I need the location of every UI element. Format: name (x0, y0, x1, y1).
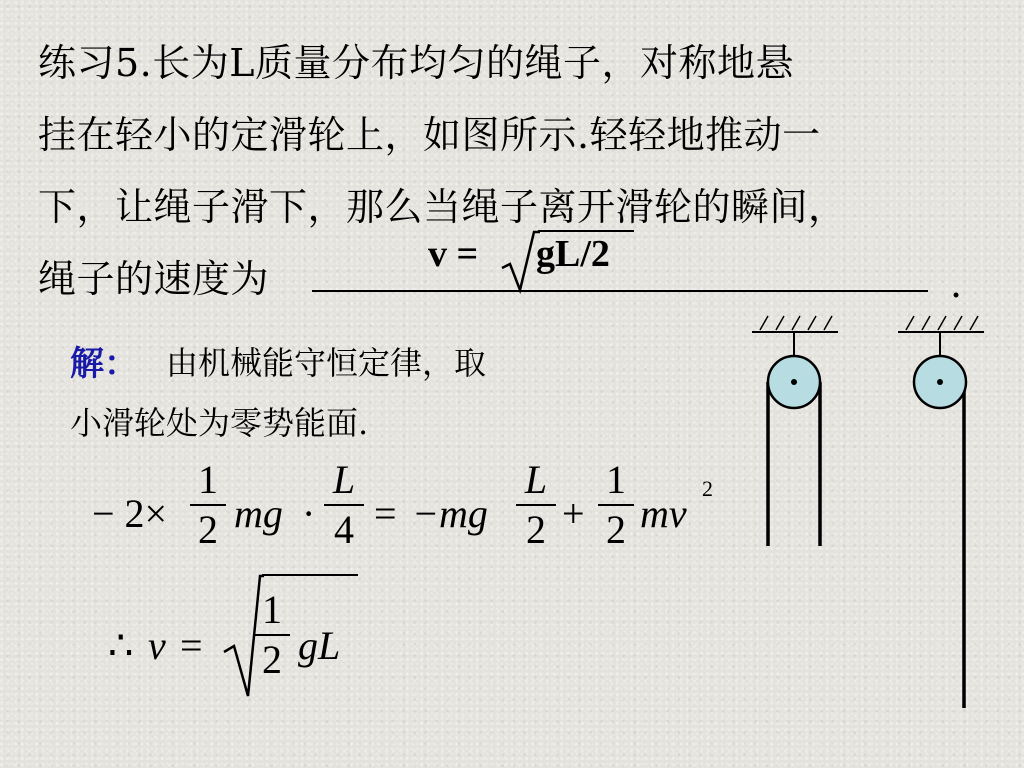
result-equals: = (180, 623, 203, 668)
fraction-one-half-result (254, 588, 290, 682)
fraction-denominator: 2 (526, 507, 546, 552)
solution-label: 解： (70, 344, 138, 384)
solution-text-line-1: 由机械能守恒定律，取 (166, 344, 487, 382)
fraction-numerator: L (332, 457, 356, 502)
ceiling-hatch-right (906, 316, 978, 330)
fraction-one-half-a (190, 458, 226, 552)
eq-equals: = (374, 491, 397, 536)
answer-radicand: gL/2 (536, 233, 610, 275)
eq-lhs-prefix: − 2× (92, 491, 168, 536)
result-radical-bar (262, 574, 358, 576)
result-v: v (148, 623, 166, 668)
fraction-denominator: 2 (262, 637, 282, 682)
therefore-symbol: ∴ (108, 623, 134, 668)
eq-mv: mv (640, 491, 687, 536)
problem-line-1: 练习5.长为L质量分布均匀的绳子，对称地悬 (38, 41, 794, 85)
ceiling-hatch-left (760, 316, 832, 330)
answer-period: . (950, 262, 963, 306)
fraction-denominator: 4 (334, 507, 354, 552)
problem-line-3: 下，让绳子滑下，那么当绳子离开滑轮的瞬间， (38, 185, 847, 229)
answer-blank-underline (312, 290, 928, 292)
answer-radical-sign (500, 228, 540, 294)
pulley-diagram (740, 308, 1000, 718)
fraction-L-over-2 (516, 458, 556, 552)
fraction-numerator: L (524, 457, 548, 502)
fraction-numerator: 1 (606, 457, 626, 502)
problem-line-2: 挂在轻小的定滑轮上，如图所示.轻轻地推动一 (38, 113, 821, 157)
fraction-denominator: 2 (198, 507, 218, 552)
eq-superscript: 2 (702, 476, 713, 501)
solution-text-line-2: 小滑轮处为零势能面. (70, 404, 369, 442)
eq-plus: + (562, 491, 585, 536)
eq-dot: · (302, 491, 316, 536)
fraction-L-over-4 (324, 458, 364, 552)
answer-prefix: v = (428, 233, 479, 275)
result-gL: gL (298, 623, 341, 668)
fraction-one-half-b (598, 458, 634, 552)
pulley-right (898, 316, 984, 708)
fraction-numerator: 1 (262, 587, 282, 632)
fraction-numerator: 1 (198, 457, 218, 502)
fraction-denominator: 2 (606, 507, 626, 552)
problem-line-4: 绳子的速度为 (38, 257, 270, 301)
eq-neg-mg: −mg (412, 491, 488, 536)
eq-mg: mg (234, 491, 283, 536)
pulley-left (752, 316, 838, 546)
